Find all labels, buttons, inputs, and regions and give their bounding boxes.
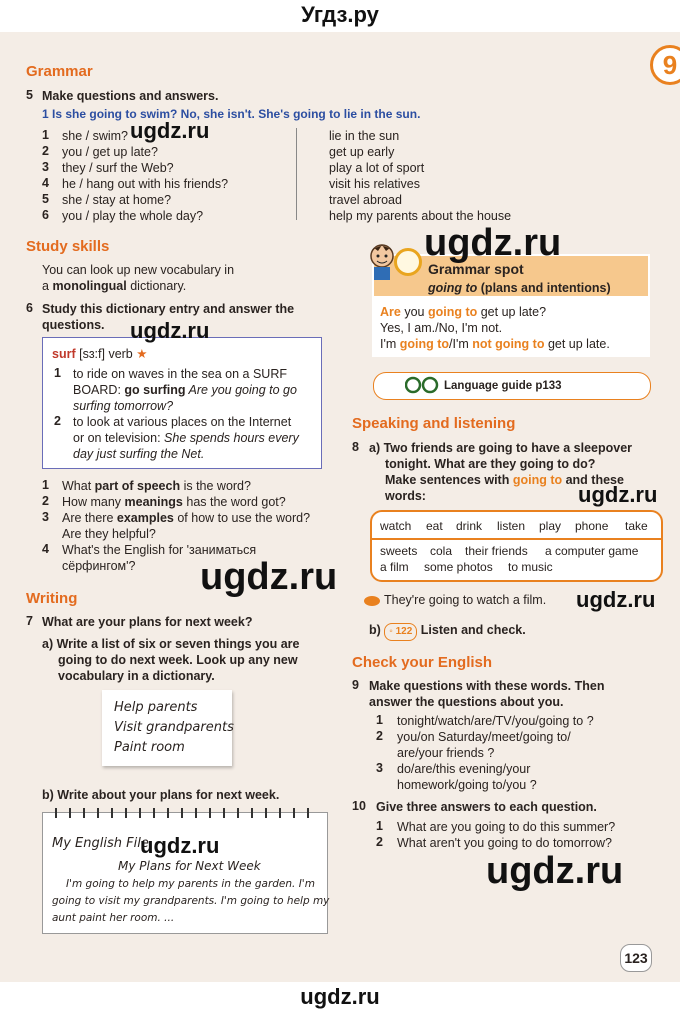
watermark: ugdz.ru: [130, 318, 210, 343]
note-line: Help parents: [114, 700, 198, 715]
file-subtitle: My Plans for Next Week: [118, 859, 261, 873]
note-line: Visit grandparents: [114, 720, 234, 735]
ex7-title: What are your plans for next week?: [42, 615, 253, 629]
question: What's the English for 'заниматься: [62, 543, 257, 557]
column-divider: [296, 128, 297, 220]
word: drink: [456, 519, 483, 533]
dict-sense1-line3: surfing tomorrow?: [73, 399, 174, 413]
item-number: 2: [376, 729, 383, 743]
list-item-number: 1: [42, 128, 49, 142]
question-number: 2: [42, 494, 49, 508]
list-item: visit his relatives: [329, 177, 420, 191]
check-item: What are you going to do this summer?: [397, 820, 616, 834]
audio-track-icon[interactable]: ◦ 122: [384, 623, 417, 641]
item-number: 3: [376, 761, 383, 775]
question-cont: Are they helpful?: [62, 527, 156, 541]
speech-bubble-icon: [364, 596, 380, 606]
boy-magnifier-icon: [368, 238, 420, 290]
ex7b: b) Write about your plans for next week.: [42, 788, 280, 802]
ex7a-line1: a) Write a list of six or seven things you are: [42, 637, 300, 651]
check-item-cont: are/your friends ?: [397, 746, 495, 760]
ex8-number: 8: [352, 440, 359, 454]
word: take: [625, 519, 648, 533]
dict-sense1-line2: BOARD: go surfing Are you going to go: [73, 383, 297, 397]
star-icon: ★: [136, 347, 148, 361]
watermark: ugdz.ru: [130, 118, 210, 143]
list-item: play a lot of sport: [329, 161, 425, 175]
word: play: [539, 519, 562, 533]
ex8b: b) ◦ 122 Listen and check.: [369, 622, 526, 641]
question: What part of speech is the word?: [62, 479, 251, 493]
list-item-number: 2: [42, 144, 49, 158]
grammar-spot-line2: Yes, I am./No, I'm not.: [380, 321, 503, 335]
list-item: they / surf the Web?: [62, 161, 174, 175]
word: to music: [508, 560, 553, 574]
question-number: 1: [42, 478, 49, 492]
ex8a-line3: Make sentences with going to and these: [385, 473, 624, 487]
watermark: ugdz.ru: [200, 556, 338, 598]
dict-headword: surf [sɜ:f] verb ★: [52, 347, 148, 361]
word: a film: [380, 560, 409, 574]
question: How many meanings has the word got?: [62, 495, 286, 509]
dict-sense-number: 1: [54, 366, 61, 380]
study-intro-line1: You can look up new vocabulary in: [42, 263, 235, 277]
watermark: ugdz.ru: [578, 482, 658, 507]
word: sweets: [380, 544, 418, 558]
dict-sense1-line1: to ride on waves in the sea on a SURF: [73, 367, 288, 381]
ex8a-line2: tonight. What are they going to do?: [385, 457, 596, 471]
word: eat: [426, 519, 443, 533]
study-intro-line2: a monolingual dictionary.: [42, 279, 187, 293]
grammar-spot-subtitle: going to (plans and intentions): [428, 281, 611, 295]
dict-sense2-line3: day just surfing the Net.: [73, 447, 205, 461]
dict-sense-number: 2: [54, 414, 61, 428]
ex9-line2: answer the questions about you.: [369, 695, 564, 709]
word: cola: [430, 544, 453, 558]
ex8a-line1: a) Two friends are going to have a sleepover: [369, 441, 633, 455]
writing-heading: Writing: [26, 590, 78, 607]
file-line: aunt paint her room. ...: [52, 912, 175, 924]
ex6-title-line2: questions.: [42, 318, 105, 332]
grammar-spot-line1: Are you going to get up late?: [380, 305, 547, 319]
list-item: travel abroad: [329, 193, 402, 207]
list-item: she / stay at home?: [62, 193, 172, 207]
ex10-number: 10: [352, 799, 366, 813]
file-title: My English File: [52, 836, 149, 851]
list-item: you / get up late?: [62, 145, 158, 159]
glasses-icon: [405, 376, 439, 394]
watermark: ugdz.ru: [140, 833, 220, 858]
word: a computer game: [545, 544, 639, 558]
list-item-number: 3: [42, 160, 49, 174]
check-heading: Check your English: [352, 654, 493, 671]
file-line: I'm going to help my parents in the garden. I'm: [66, 878, 315, 890]
speaking-heading: Speaking and listening: [352, 415, 516, 432]
list-item: she / swim?: [62, 129, 128, 143]
question-number: 3: [42, 510, 49, 524]
site-footer: ugdz.ru: [300, 984, 380, 1009]
language-guide-label[interactable]: Language guide p133: [444, 380, 562, 392]
ex10-title: Give three answers to each question.: [376, 800, 597, 814]
list-item: you / play the whole day?: [62, 209, 204, 223]
ex5-example: 1 Is she going to swim? No, she isn't. She's going to lie in the sun.: [42, 107, 421, 121]
file-line: going to visit my grandparents. I'm going to help my: [52, 895, 330, 907]
question-cont: сёрфингом'?: [62, 559, 136, 573]
word: their friends: [465, 544, 528, 558]
ex5-title: Make questions and answers.: [42, 89, 219, 103]
note-line: Paint room: [114, 740, 185, 755]
ex6-title-line1: Study this dictionary entry and answer the: [42, 302, 295, 316]
list-item: get up early: [329, 145, 395, 159]
grammar-spot-line3: I'm going to/I'm not going to get up late.: [380, 337, 610, 351]
watermark: ugdz.ru: [486, 850, 624, 892]
ex8a-line4: words:: [385, 489, 426, 503]
item-number: 2: [376, 835, 383, 849]
watermark: ugdz.ru: [576, 587, 656, 612]
item-number: 1: [376, 713, 383, 727]
ex7-number: 7: [26, 614, 33, 628]
ex6-number: 6: [26, 301, 33, 315]
list-item: lie in the sun: [329, 129, 400, 143]
notebook-spiral-icon: [50, 806, 320, 820]
check-item: What aren't you going to do tomorrow?: [397, 836, 613, 850]
question: Are there examples of how to use the word?: [62, 511, 311, 525]
word: watch: [380, 519, 412, 533]
item-number: 1: [376, 819, 383, 833]
ex9-number: 9: [352, 678, 359, 692]
list-item-number: 6: [42, 208, 49, 222]
list-item: he / hang out with his friends?: [62, 177, 229, 191]
word: some photos: [424, 560, 493, 574]
unit-badge: 9: [650, 45, 680, 85]
grammar-heading: Grammar: [26, 63, 93, 80]
ex5-number: 5: [26, 88, 33, 102]
list-item-number: 5: [42, 192, 49, 206]
word-box: [370, 510, 663, 582]
magnifier-icon: [394, 248, 422, 276]
ex8-example: They're going to watch a film.: [364, 592, 546, 608]
check-item: do/are/this evening/your: [397, 762, 531, 776]
study-skills-heading: Study skills: [26, 238, 110, 255]
check-item: you/on Saturday/meet/going to/: [397, 730, 571, 744]
question-number: 4: [42, 542, 49, 556]
dict-sense2-line1: to look at various places on the Internet: [73, 415, 292, 429]
dict-sense2-line2: or on television: She spends hours every: [73, 431, 299, 445]
word: phone: [575, 519, 609, 533]
word-box-divider: [372, 538, 661, 540]
list-item: help my parents about the house: [329, 209, 512, 223]
word: listen: [497, 519, 526, 533]
ex7a-line2: going to do next week. Look up any new: [58, 653, 298, 667]
watermark: ugdz.ru: [424, 222, 562, 264]
grammar-spot-title: Grammar spot: [428, 261, 524, 277]
site-header: Угдз.ру: [301, 2, 379, 27]
page-number: 123: [620, 944, 652, 972]
check-item: tonight/watch/are/TV/you/going to ?: [397, 714, 594, 728]
ex9-line1: Make questions with these words. Then: [369, 679, 605, 693]
list-item-number: 4: [42, 176, 49, 190]
ex7a-line3: vocabulary in a dictionary.: [58, 669, 215, 683]
check-item-cont: homework/going to/you ?: [397, 778, 537, 792]
